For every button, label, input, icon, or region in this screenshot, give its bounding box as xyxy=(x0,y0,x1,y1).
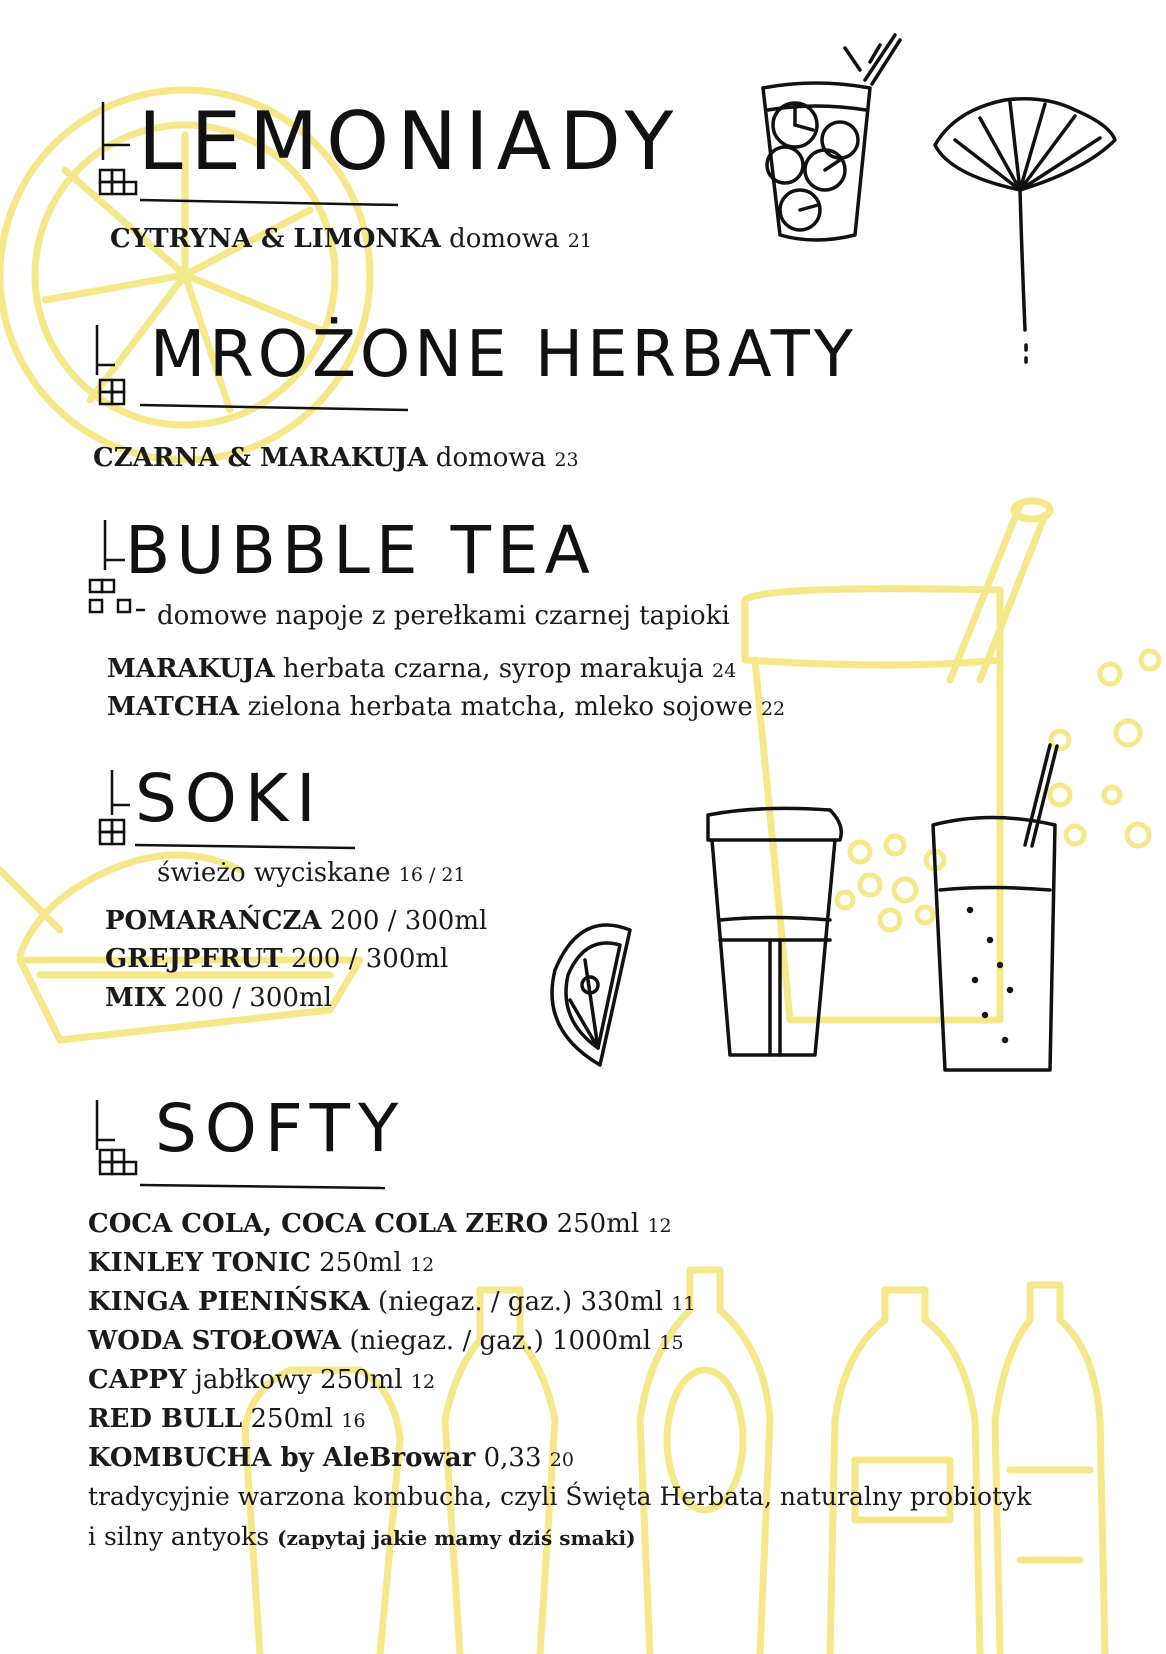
item-name: MATCHA xyxy=(107,692,240,722)
menu-item xyxy=(88,1406,366,1432)
menu-item xyxy=(105,908,487,934)
bubble-tea-cup-icon xyxy=(745,501,1050,1020)
item-name: RED BULL xyxy=(88,1404,243,1434)
section-subtitle: domowe napoje z perełkami czarnej tapioki xyxy=(157,601,730,631)
menu-item xyxy=(107,694,785,720)
cocktail-glass-icon xyxy=(763,35,900,240)
item-desc: domowa xyxy=(435,443,547,473)
item-price: 12 xyxy=(410,1254,435,1276)
item-price: 15 xyxy=(659,1332,684,1354)
item-desc: zielona herbata matcha, mleko sojowe xyxy=(247,692,753,722)
item-name: WODA STOŁOWA xyxy=(88,1326,342,1356)
lemon-wedge-icon xyxy=(552,925,630,1065)
heading-softy: SOFTY xyxy=(155,1090,407,1167)
item-price: 12 xyxy=(410,1371,436,1393)
item-price: 24 xyxy=(712,660,737,682)
item-desc: herbata czarna, syrop marakuja xyxy=(282,654,704,684)
item-desc: 200 / 300ml xyxy=(329,906,488,936)
item-price: 12 xyxy=(647,1215,672,1237)
item-name: COCA COLA, COCA COLA ZERO xyxy=(88,1209,549,1239)
item-name: CZARNA & MARAKUJA xyxy=(93,443,428,473)
item-name: CAPPY xyxy=(88,1365,187,1395)
item-desc: 0,33 xyxy=(483,1443,542,1473)
item-desc: (niegaz. / gaz.) 1000ml xyxy=(349,1326,652,1356)
item-name: KOMBUCHA by AleBrowar xyxy=(88,1443,476,1473)
item-desc: (niegaz. / gaz.) 330ml xyxy=(377,1287,664,1317)
subtitle-text: świeżo wyciskane xyxy=(157,858,391,888)
item-price: 23 xyxy=(554,449,579,471)
menu-item xyxy=(107,656,736,682)
item-name: KINGA PIENIŃSKA xyxy=(88,1287,370,1317)
item-desc: domowa xyxy=(449,224,560,254)
menu-item xyxy=(88,1445,574,1471)
item-name: CYTRYNA & LIMONKA xyxy=(110,224,441,254)
section-subtitle xyxy=(157,860,466,886)
item-desc: 250ml xyxy=(556,1209,640,1239)
menu-item xyxy=(88,1250,434,1276)
item-desc: 250ml xyxy=(250,1404,334,1434)
ginkgo-leaf-icon xyxy=(935,99,1115,362)
menu-item xyxy=(105,946,448,972)
item-name: MIX xyxy=(105,983,167,1013)
item-desc: 200 / 300ml xyxy=(290,944,449,974)
item-price: 11 xyxy=(671,1293,696,1315)
menu-item xyxy=(110,226,592,252)
menu-item xyxy=(88,1211,672,1237)
menu-item xyxy=(88,1367,435,1393)
kombucha-note: (zapytaj jakie mamy dziś smaki) xyxy=(277,1526,636,1550)
item-desc: jabłkowy 250ml xyxy=(194,1365,403,1395)
item-price: 21 xyxy=(567,230,592,252)
juice-glass-icon xyxy=(708,808,841,1055)
bubbles-icon xyxy=(837,651,1159,930)
item-name: GREJPFRUT xyxy=(105,944,283,974)
item-desc: 200 / 300ml xyxy=(174,983,332,1013)
item-name: MARAKUJA xyxy=(107,654,275,684)
heading-bubble-tea: BUBBLE TEA xyxy=(125,512,596,589)
item-price: 16 xyxy=(341,1410,366,1432)
heading-mrozone-herbaty: MROŻONE HERBATY xyxy=(150,318,857,392)
item-price: 20 xyxy=(549,1449,574,1471)
item-name: POMARAŃCZA xyxy=(105,906,322,936)
menu-item xyxy=(105,985,332,1011)
item-price: 22 xyxy=(760,698,786,720)
item-desc: 250ml xyxy=(319,1248,402,1278)
juice-glass-straw-icon xyxy=(933,745,1057,1070)
kombucha-description: tradycyjnie warzona kombucha, czyli Święta Herbata, naturalny probiotyk xyxy=(88,1482,1032,1511)
menu-item xyxy=(88,1289,696,1315)
menu-item xyxy=(93,445,579,471)
item-name: KINLEY TONIC xyxy=(88,1248,311,1278)
heading-soki: SOKI xyxy=(135,760,324,837)
kombucha-text: i silny antyoks xyxy=(88,1522,270,1551)
subtitle-price: 16 / 21 xyxy=(398,864,466,886)
kombucha-description-2 xyxy=(88,1524,636,1549)
heading-lemoniady: LEMONIADY xyxy=(138,95,682,188)
menu-item xyxy=(88,1328,684,1354)
